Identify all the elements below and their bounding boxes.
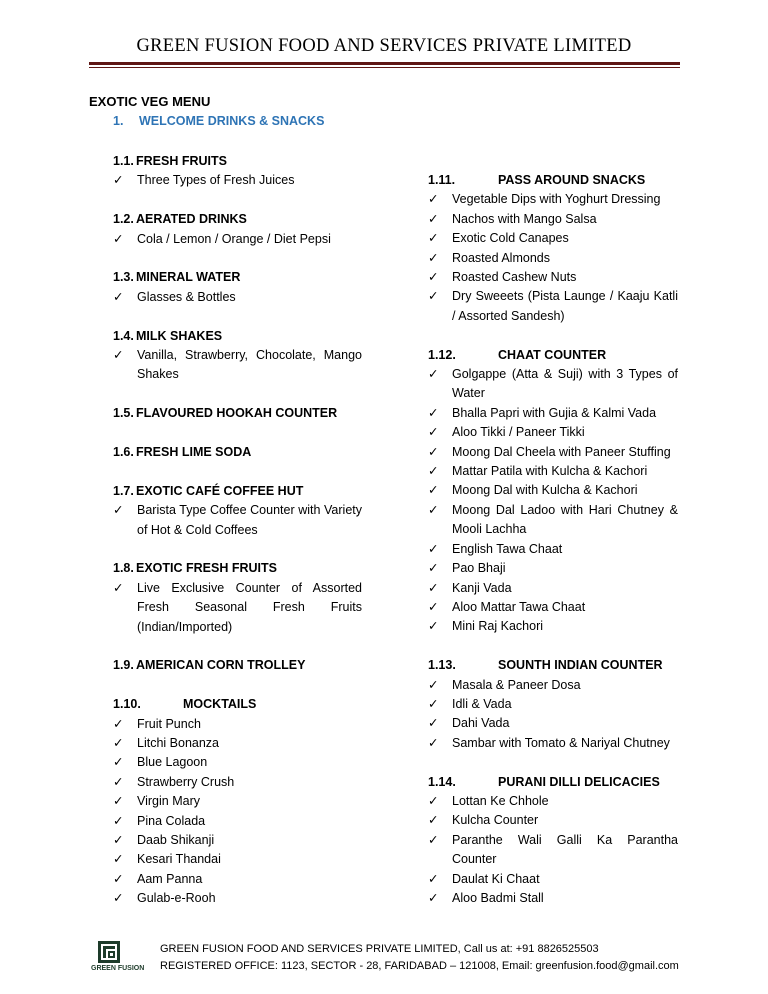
menu-item-text: Pina Colada	[137, 813, 206, 828]
subsection-heading	[428, 346, 678, 365]
subsection-heading	[113, 404, 362, 423]
footer	[160, 941, 679, 975]
menu-item-text: Lottan Ke Chhole	[452, 793, 549, 808]
checkmark-icon: ✓	[113, 794, 124, 809]
subsection-heading	[428, 171, 678, 190]
menu-item-text: Kanji Vada	[452, 580, 512, 595]
checkmark-icon: ✓	[428, 871, 439, 886]
spacer	[428, 753, 678, 772]
menu-item	[113, 346, 362, 385]
menu-item-text: Moong Dal Ladoo with Hari Chutney & Mooli Lachha	[452, 502, 678, 537]
checkmark-icon: ✓	[113, 173, 124, 188]
menu-item-text: Masala & Paneer Dosa	[452, 677, 581, 692]
menu-item	[113, 715, 362, 734]
logo-mark-icon	[97, 940, 121, 964]
menu-item	[428, 598, 678, 617]
menu-item-text: Vegetable Dips with Yoghurt Dressing	[452, 192, 661, 207]
menu-item	[113, 734, 362, 753]
menu-item-text: Aloo Badmi Stall	[452, 890, 544, 905]
company-logo	[91, 940, 145, 972]
menu-item	[428, 501, 678, 540]
logo-text: GREEN FUSION	[91, 965, 145, 972]
menu-item-text: Vanilla, Strawberry, Chocolate, Mango Shakes	[137, 348, 362, 382]
checkmark-icon: ✓	[428, 367, 439, 382]
menu-item-text: Litchi Bonanza	[137, 736, 220, 751]
menu-item	[428, 229, 678, 248]
menu-item-text: Pao Bhaji	[452, 561, 506, 576]
subsection-title: AERATED DRINKS	[136, 212, 247, 227]
menu-item	[428, 831, 678, 870]
menu-item	[428, 676, 678, 695]
menu-item	[113, 171, 362, 190]
subsection-heading	[428, 773, 678, 792]
menu-item	[428, 404, 678, 423]
checkmark-icon: ✓	[428, 289, 439, 304]
menu-item	[113, 831, 362, 850]
subsection-heading	[113, 559, 362, 578]
menu-item-text: Aloo Tikki / Paneer Tikki	[452, 425, 585, 440]
subsection-heading	[113, 695, 362, 714]
menu-item	[428, 889, 678, 908]
subsection-title: FRESH LIME SODA	[136, 445, 252, 460]
menu-item-text: Daulat Ki Chaat	[452, 871, 540, 886]
menu-item-text: Dry Sweeets (Pista Launge / Kaaju Katli / Assorted Sandesh)	[452, 289, 678, 323]
menu-item-text: Blue Lagoon	[137, 755, 208, 770]
menu-item	[113, 889, 362, 908]
subsection-number: 1.9.	[113, 658, 134, 673]
subsection-title: EXOTIC CAFÉ COFFEE HUT	[136, 483, 304, 498]
menu-item	[428, 870, 678, 889]
checkmark-icon: ✓	[113, 813, 124, 828]
subsection-heading	[113, 482, 362, 501]
checkmark-icon: ✓	[428, 483, 439, 498]
checkmark-icon: ✓	[428, 444, 439, 459]
subsection-title: FRESH FRUITS	[136, 154, 227, 168]
menu-item-text: Kesari Thandai	[137, 852, 221, 867]
checkmark-icon: ✓	[113, 348, 124, 363]
spacer	[113, 307, 362, 326]
menu-item	[428, 423, 678, 442]
menu-item	[428, 559, 678, 578]
checkmark-icon: ✓	[113, 289, 124, 304]
menu-item-text: Nachos with Mango Salsa	[452, 211, 597, 226]
menu-item	[428, 695, 678, 714]
menu-item-text: Live Exclusive Counter of Assorted Fresh Seasonal Fresh Fruits (Indian/Imported)	[137, 580, 362, 634]
checkmark-icon: ✓	[428, 890, 439, 905]
subsection-number: 1.1.	[113, 154, 134, 168]
menu-item	[428, 190, 678, 209]
section-heading	[113, 114, 324, 128]
menu-item-text: Golgappe (Atta & Suji) with 3 Types of Water	[452, 367, 678, 401]
footer-line-contact: GREEN FUSION FOOD AND SERVICES PRIVATE LIMITED, Call us at: +91 8826525503	[160, 943, 599, 955]
subsection-title: FLAVOURED HOOKAH COUNTER	[136, 406, 338, 421]
menu-item-text: Gulab-e-Rooh	[137, 891, 216, 906]
menu-item	[428, 268, 678, 287]
section-title: WELCOME DRINKS & SNACKS	[139, 114, 325, 128]
menu-item	[428, 811, 678, 830]
checkmark-icon: ✓	[428, 211, 439, 226]
subsection-heading	[113, 327, 362, 346]
checkmark-icon: ✓	[428, 793, 439, 808]
subsection-number: 1.13.	[428, 658, 456, 673]
subsection-title: MINERAL WATER	[136, 270, 241, 285]
menu-item-text: Roasted Cashew Nuts	[452, 270, 577, 285]
checkmark-icon: ✓	[428, 813, 439, 828]
subsection-heading	[428, 656, 678, 675]
menu-item-text: English Tawa Chaat	[452, 541, 563, 556]
menu-item-text: Exotic Cold Canapes	[452, 231, 569, 246]
subsection-number: 1.10.	[113, 697, 141, 712]
checkmark-icon: ✓	[428, 832, 439, 847]
menu-item	[113, 812, 362, 831]
checkmark-icon: ✓	[428, 192, 439, 207]
menu-item	[113, 850, 362, 869]
menu-item-text: Virgin Mary	[137, 794, 200, 809]
menu-item-text: Dahi Vada	[452, 716, 510, 731]
menu-item-text: Fruit Punch	[137, 716, 201, 731]
menu-item	[428, 462, 678, 481]
subsection-number: 1.7.	[113, 483, 134, 498]
checkmark-icon: ✓	[428, 405, 439, 420]
menu-item-text: Daab Shikanji	[137, 833, 215, 848]
checkmark-icon: ✓	[113, 871, 124, 886]
menu-item	[428, 287, 678, 326]
checkmark-icon: ✓	[113, 716, 124, 731]
subsection-number: 1.14.	[428, 774, 456, 789]
checkmark-icon: ✓	[113, 774, 124, 789]
checkmark-icon: ✓	[428, 425, 439, 440]
menu-item-text: Bhalla Papri with Gujia & Kalmi Vada	[452, 405, 657, 420]
checkmark-icon: ✓	[428, 599, 439, 614]
checkmark-icon: ✓	[113, 755, 124, 770]
menu-item-text: Moong Dal with Kulcha & Kachori	[452, 483, 638, 498]
footer-line-address: REGISTERED OFFICE: 1123, SECTOR - 28, FARIDABAD – 121008, Email: greenfusion.food@gmail.com	[160, 960, 679, 972]
checkmark-icon: ✓	[428, 502, 439, 517]
subsection-title: MILK SHAKES	[136, 328, 223, 343]
subsection-number: 1.11.	[428, 173, 456, 187]
menu-item	[428, 481, 678, 500]
checkmark-icon: ✓	[428, 677, 439, 692]
subsection-number: 1.3.	[113, 270, 134, 285]
menu-item	[113, 288, 362, 307]
checkmark-icon: ✓	[113, 503, 124, 518]
menu-item	[113, 230, 362, 249]
subsection-heading	[113, 656, 362, 675]
header-rule-thick	[89, 62, 680, 65]
checkmark-icon: ✓	[428, 270, 439, 285]
subsection-number: 1.8.	[113, 561, 134, 576]
subsection-heading	[113, 268, 362, 287]
menu-item	[113, 579, 362, 637]
subsection-heading	[113, 152, 362, 171]
menu-item-text: Mattar Patila with Kulcha & Kachori	[452, 464, 648, 479]
menu-item	[113, 792, 362, 811]
subsection-title: CHAAT COUNTER	[498, 347, 607, 362]
spacer	[113, 249, 362, 268]
subsection-number: 1.2.	[113, 212, 134, 227]
spacer	[428, 326, 678, 345]
subsection-heading	[113, 210, 362, 229]
spacer	[113, 191, 362, 210]
subsection-number: 1.6.	[113, 445, 134, 460]
menu-item-text: Paranthe Wali Galli Ka Parantha Counter	[452, 832, 678, 867]
menu-item-text: Moong Dal Cheela with Paneer Stuffing	[452, 444, 671, 459]
checkmark-icon: ✓	[428, 735, 439, 750]
menu-item-text: Strawberry Crush	[137, 774, 235, 789]
menu-item-text: Sambar with Tomato & Nariyal Chutney	[452, 735, 670, 750]
menu-item	[428, 210, 678, 229]
spacer	[113, 637, 362, 656]
menu-column-left	[113, 152, 362, 909]
checkmark-icon: ✓	[428, 250, 439, 265]
menu-item	[428, 579, 678, 598]
menu-item-text: Barista Type Coffee Counter with Variety of Hot & Cold Coffees	[137, 503, 362, 537]
menu-item-text: Cola / Lemon / Orange / Diet Pepsi	[137, 231, 331, 246]
subsection-title: PURANI DILLI DELICACIES	[498, 774, 660, 789]
checkmark-icon: ✓	[428, 561, 439, 576]
menu-item	[113, 753, 362, 772]
menu-item-text: Roasted Almonds	[452, 250, 550, 265]
subsection-title: AMERICAN CORN TROLLEY	[136, 658, 306, 673]
checkmark-icon: ✓	[113, 891, 124, 906]
menu-item	[428, 540, 678, 559]
subsection-number: 1.4.	[113, 328, 134, 343]
page-title: GREEN FUSION FOOD AND SERVICES PRIVATE LIMITED	[136, 36, 632, 56]
checkmark-icon: ✓	[113, 736, 124, 751]
checkmark-icon: ✓	[113, 852, 124, 867]
subsection-title: MOCKTAILS	[183, 697, 257, 712]
menu-item-text: Glasses & Bottles	[137, 289, 236, 304]
menu-item-text: Kulcha Counter	[452, 813, 539, 828]
menu-item-text: Idli & Vada	[452, 696, 512, 711]
checkmark-icon: ✓	[113, 231, 124, 246]
spacer	[113, 540, 362, 559]
spacer	[113, 424, 362, 443]
menu-item	[113, 773, 362, 792]
menu-item	[428, 365, 678, 404]
menu-column-right	[428, 171, 678, 908]
section-number: 1.	[113, 114, 124, 128]
header-rule-thin	[89, 67, 680, 68]
menu-item-text: Aam Panna	[137, 871, 203, 886]
subsection-number: 1.5.	[113, 406, 134, 421]
subsection-number: 1.12.	[428, 347, 456, 362]
menu-item	[428, 714, 678, 733]
checkmark-icon: ✓	[428, 464, 439, 479]
subsection-heading	[113, 443, 362, 462]
menu-item	[428, 249, 678, 268]
menu-item-text: Mini Raj Kachori	[452, 619, 544, 634]
menu-title: EXOTIC VEG MENU	[89, 94, 211, 109]
spacer	[428, 637, 678, 656]
checkmark-icon: ✓	[113, 833, 124, 848]
subsection-title: SOUNTH INDIAN COUNTER	[498, 658, 663, 673]
menu-item	[428, 792, 678, 811]
menu-item-text: Aloo Mattar Tawa Chaat	[452, 599, 586, 614]
checkmark-icon: ✓	[428, 619, 439, 634]
menu-item	[113, 870, 362, 889]
checkmark-icon: ✓	[428, 231, 439, 246]
subsection-title: PASS AROUND SNACKS	[498, 173, 646, 187]
checkmark-icon: ✓	[428, 716, 439, 731]
subsection-title: EXOTIC FRESH FRUITS	[136, 561, 277, 576]
menu-item	[113, 501, 362, 540]
checkmark-icon: ✓	[113, 580, 124, 595]
checkmark-icon: ✓	[428, 696, 439, 711]
checkmark-icon: ✓	[428, 580, 439, 595]
menu-item	[428, 443, 678, 462]
menu-item-text: Three Types of Fresh Juices	[137, 173, 295, 188]
spacer	[113, 676, 362, 695]
spacer	[113, 462, 362, 481]
menu-item	[428, 734, 678, 753]
menu-item	[428, 617, 678, 636]
checkmark-icon: ✓	[428, 541, 439, 556]
spacer	[113, 385, 362, 404]
